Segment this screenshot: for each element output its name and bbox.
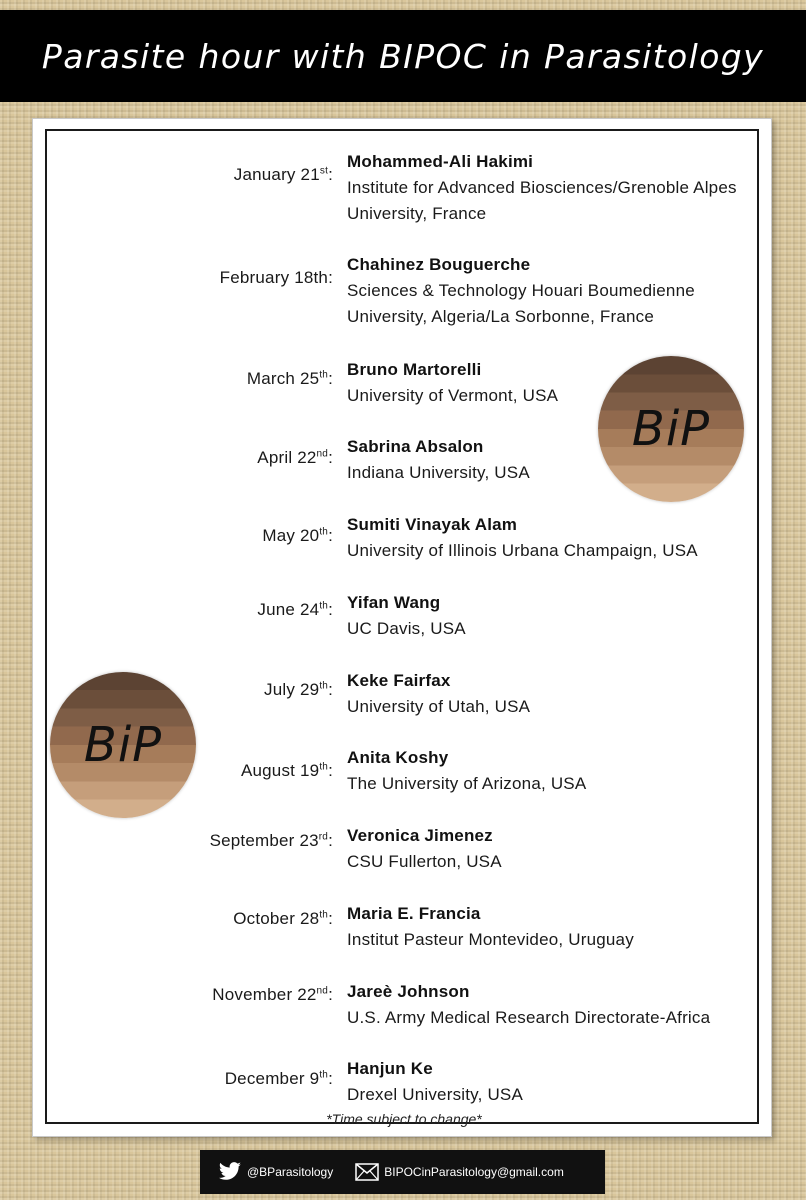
schedule-card <box>32 118 772 1137</box>
event-date: June 24th: <box>257 600 333 619</box>
event-info <box>347 590 757 642</box>
title-banner <box>0 10 806 102</box>
speaker-affiliation: Institute for Advanced Biosciences/Grenoble Alpes University, France <box>347 178 737 223</box>
event-info <box>347 668 757 720</box>
twitter-handle: @BParasitology <box>247 1165 334 1179</box>
event-date: March 25th: <box>246 369 333 388</box>
event-info <box>347 512 757 564</box>
event-info <box>347 901 757 953</box>
speaker-name: Jareè Johnson <box>347 982 470 1001</box>
speaker-name: Bruno Martorelli <box>347 360 482 379</box>
email-address: BIPOCinParasitology@gmail.com <box>384 1165 564 1179</box>
logo-text: BiP <box>83 717 163 773</box>
speaker-name: Chahinez Bouguerche <box>347 255 531 274</box>
speaker-name: Hanjun Ke <box>347 1059 433 1078</box>
event-date: October 28th: <box>233 909 333 928</box>
speaker-affiliation: Sciences & Technology Houari Boumedienne University, Algeria/La Sorbonne, France <box>347 281 695 326</box>
speaker-name: Veronica Jimenez <box>347 826 493 845</box>
speaker-name: Mohammed-Ali Hakimi <box>347 152 534 171</box>
speaker-affiliation: Institut Pasteur Montevideo, Uruguay <box>347 930 634 949</box>
mail-icon <box>355 1163 379 1181</box>
event-info <box>347 823 757 875</box>
contact-footer <box>200 1150 605 1194</box>
speaker-name: Sumiti Vinayak Alam <box>347 515 518 534</box>
event-date: December 9th: <box>224 1069 333 1088</box>
event-date: July 29th: <box>264 680 333 699</box>
speaker-affiliation: UC Davis, USA <box>347 619 466 638</box>
speaker-affiliation: University of Utah, USA <box>347 697 531 716</box>
event-date: September 23rd: <box>209 831 333 850</box>
bip-logo <box>50 672 196 818</box>
speaker-affiliation: U.S. Army Medical Research Directorate-Africa <box>347 1008 711 1027</box>
twitter-contact[interactable] <box>218 1162 333 1182</box>
speaker-name: Anita Koshy <box>347 748 449 767</box>
page-title: Parasite hour with BIPOC in Parasitology <box>41 36 765 76</box>
schedule-frame <box>45 129 759 1127</box>
logo-text: BiP <box>631 401 711 457</box>
speaker-affiliation: Drexel University, USA <box>347 1085 524 1104</box>
event-date: August 19th: <box>240 761 333 780</box>
speaker-affiliation: University of Illinois Urbana Champaign, USA <box>347 541 698 560</box>
speaker-affiliation: Indiana University, USA <box>347 463 530 482</box>
event-info <box>347 252 757 330</box>
speaker-affiliation: CSU Fullerton, USA <box>347 852 502 871</box>
speaker-name: Keke Fairfax <box>347 671 451 690</box>
event-info <box>347 745 757 797</box>
speaker-name: Maria E. Francia <box>347 904 481 923</box>
schedule-note: *Time subject to change* <box>326 1111 482 1127</box>
email-contact[interactable] <box>355 1163 564 1181</box>
event-info <box>347 149 757 227</box>
event-info <box>347 979 757 1031</box>
speaker-affiliation: University of Vermont, USA <box>347 386 559 405</box>
event-date: May 20th: <box>262 526 333 545</box>
bip-logo <box>598 356 744 502</box>
speaker-name: Sabrina Absalon <box>347 437 484 456</box>
twitter-icon <box>218 1162 242 1182</box>
event-date: November 22nd: <box>212 985 333 1004</box>
event-date: April 22nd: <box>257 448 333 467</box>
event-info <box>347 1056 757 1108</box>
speaker-affiliation: The University of Arizona, USA <box>347 774 587 793</box>
speaker-name: Yifan Wang <box>347 593 441 612</box>
event-date: February 18th: <box>219 268 333 287</box>
event-date: January 21st: <box>233 165 333 184</box>
